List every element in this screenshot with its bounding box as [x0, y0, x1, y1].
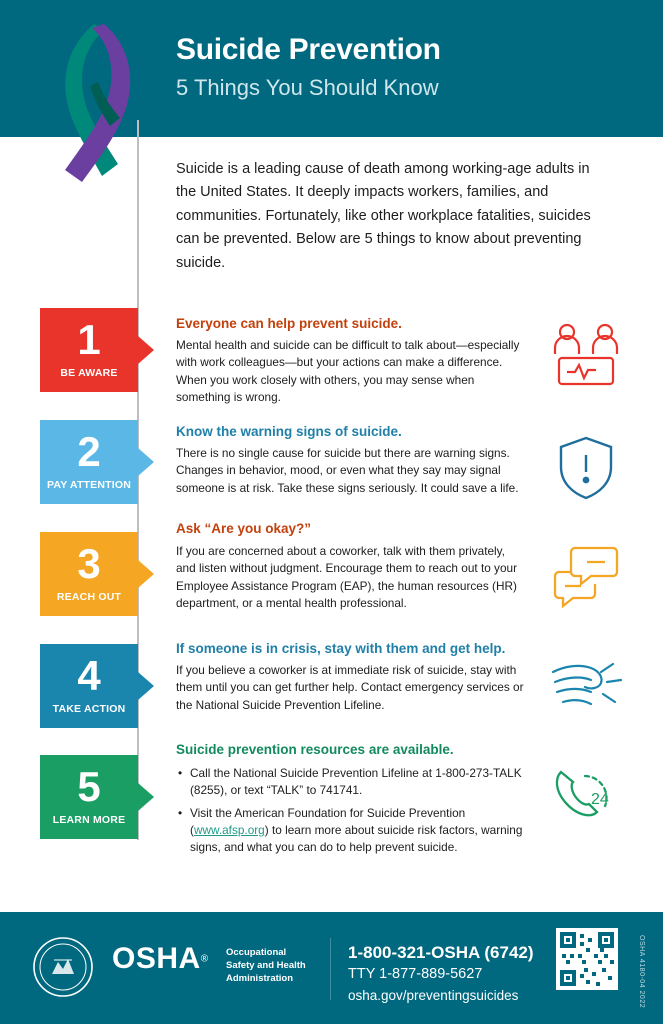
- page-subtitle: 5 Things You Should Know: [176, 75, 439, 100]
- phone-24-icon: [545, 760, 627, 830]
- contact-tty: TTY 1-877-889-5627: [348, 966, 483, 982]
- step-number: 4: [77, 652, 101, 699]
- resource-bullet-1: [190, 765, 526, 800]
- osha-logo: [112, 942, 208, 976]
- step-badge-1: [40, 308, 138, 392]
- step-number: 1: [77, 316, 101, 363]
- agency-name: [226, 947, 306, 985]
- agency-line-3: Administration: [226, 972, 294, 984]
- step-body-4: If you believe a coworker is at immediate risk of suicide, stay with them until you can get further help. Contact emergency services or the National Suicide Prevention Lifeline.: [176, 663, 524, 712]
- agency-line-1: Occupational: [226, 947, 287, 958]
- people-connection-icon: [545, 320, 627, 390]
- step-caption: TAKE ACTION: [52, 703, 126, 715]
- registered-mark: ®: [200, 953, 209, 965]
- osha-wordmark: OSHA: [112, 942, 201, 975]
- step-caption: REACH OUT: [56, 591, 122, 603]
- step-caption: PAY ATTENTION: [46, 479, 132, 491]
- resource-bullet-2: [190, 805, 526, 857]
- helping-hands-icon: [545, 650, 627, 720]
- afsp-link[interactable]: www.afsp.org: [193, 822, 265, 837]
- shield-alert-icon: [545, 432, 627, 502]
- step-heading-4: If someone is in crisis, stay with them and get help.: [176, 641, 506, 656]
- step-badge-2: [40, 420, 138, 504]
- contact-phone: 1-800-321-OSHA (6742): [348, 943, 534, 962]
- dol-seal-icon: [32, 936, 94, 1003]
- step-heading-5: Suicide prevention resources are available.: [176, 742, 454, 757]
- bullet-text: Call the National Suicide Prevention Lifeline at 1-800-273-TALK (8255), or text “TALK” to 741741.: [190, 766, 522, 798]
- step-body-2: There is no single cause for suicide but there are warning signs. Changes in behavior, mood, or even what they say may signal someone is at risk. Take these signs seriously. It could save a life.: [176, 446, 519, 495]
- contact-url[interactable]: osha.gov/preventingsuicides: [348, 988, 519, 1003]
- step-heading-3: Ask “Are you okay?”: [176, 521, 312, 536]
- bullet-text-pre: Visit the American Foundation for Suicide Prevention (: [190, 805, 466, 837]
- step-heading-2: Know the warning signs of suicide.: [176, 424, 402, 439]
- step-arrow-5: [138, 783, 154, 811]
- footer-divider: [330, 938, 331, 1000]
- step-heading-1: Everyone can help prevent suicide.: [176, 316, 402, 331]
- awareness-ribbon-icon: [32, 14, 152, 214]
- agency-line-2: Safety and Health: [226, 959, 306, 971]
- bullet-text-post: ) to learn more about suicide risk factors, warning signs, and what you can do to help prevent suicide.: [190, 822, 523, 855]
- step-arrow-2: [138, 448, 154, 476]
- intro-paragraph: Suicide is a leading cause of death among working-age adults in the United States. It deeply impacts workers, families, and communities. Fortunately, like other workplace fatalities, suicides can be prevented. Below are 5 things to know about preventing suicide.: [176, 161, 591, 271]
- step-body-1: Mental health and suicide can be difficult to talk about—especially with work colleagues—but your actions can make a difference. When you work closely with others, you may sense when something is wrong.: [176, 338, 520, 404]
- step-number: 5: [77, 763, 101, 810]
- step-caption: BE AWARE: [60, 367, 118, 379]
- svg-text:24: 24: [591, 791, 609, 808]
- step-arrow-1: [138, 336, 154, 364]
- step-badge-4: [40, 644, 138, 728]
- step-badge-5: [40, 755, 138, 839]
- step-body-3: If you are concerned about a coworker, talk with them privately, and listen without judgment. Encourage them to reach out to your Employee Assistance Program (EAP), the human resources (HR) department, or a mental health professional.: [176, 544, 518, 610]
- page-title: Suicide Prevention: [176, 33, 441, 66]
- step-number: 3: [77, 540, 101, 587]
- qr-code[interactable]: [556, 928, 618, 995]
- step-arrow-4: [138, 672, 154, 700]
- document-code: OSHA 4180-04 2022: [638, 935, 645, 1009]
- chat-bubbles-icon: [545, 542, 627, 612]
- step-arrow-3: [138, 560, 154, 588]
- step-body-5: [176, 765, 526, 862]
- step-number: 2: [77, 428, 101, 475]
- step-caption: LEARN MORE: [52, 814, 126, 826]
- step-badge-3: [40, 532, 138, 616]
